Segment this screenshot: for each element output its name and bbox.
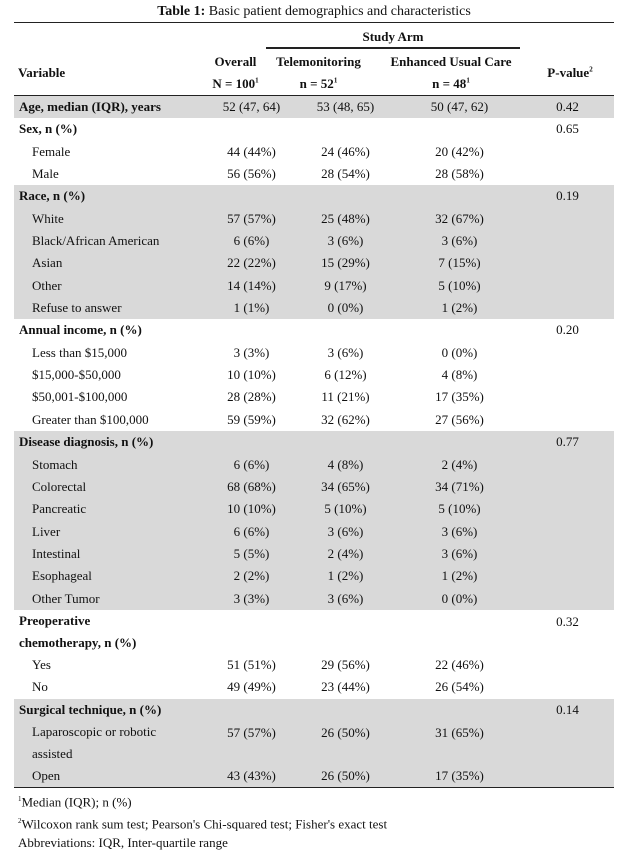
cell-pvalue <box>521 588 614 610</box>
header-telemonitoring-n-text: n = 52 <box>299 76 334 91</box>
row-label-line2: assisted <box>32 745 73 761</box>
header-overall-n-text: N = 100 <box>212 76 256 91</box>
cell-pvalue <box>521 297 614 319</box>
cell-overall: 10 (10%) <box>227 367 276 383</box>
cell-overall: 52 (47, 64) <box>210 96 293 118</box>
row-label: Liver <box>14 521 210 543</box>
cell-overall: 68 (68%) <box>210 476 293 498</box>
cell-enhanced: 26 (54%) <box>435 679 484 695</box>
row-label: Race, n (%) <box>14 185 210 207</box>
cell-telemonitoring <box>293 431 398 453</box>
cell-enhanced: 5 (10%) <box>398 275 521 297</box>
cell-pvalue <box>521 454 614 476</box>
cell-enhanced: 3 (6%) <box>398 521 521 543</box>
cell-telemonitoring: 3 (6%) <box>293 230 398 252</box>
data-table <box>14 96 614 787</box>
cell-overall: 57 (57%) <box>210 208 293 230</box>
cell-telemonitoring <box>293 118 398 140</box>
cell-pvalue <box>521 364 614 386</box>
cell-telemonitoring: 3 (6%) <box>293 588 398 610</box>
cell-telemonitoring: 24 (46%) <box>321 143 370 159</box>
cell-pvalue <box>521 498 614 520</box>
cell-overall <box>210 319 293 341</box>
header-enhanced-n-sup: 1 <box>466 76 470 85</box>
cell-pvalue: 0.20 <box>556 322 579 338</box>
header-pvalue-sup: 2 <box>589 65 593 74</box>
cell-enhanced: 3 (6%) <box>398 230 521 252</box>
cell-enhanced <box>398 319 521 341</box>
table-row <box>14 185 614 207</box>
cell-overall: 14 (14%) <box>210 275 293 297</box>
cell-pvalue <box>521 765 614 787</box>
cell-overall: 2 (2%) <box>210 565 293 587</box>
table-row <box>14 699 614 721</box>
row-label: Annual income, n (%) <box>19 322 142 338</box>
header-enhanced-n <box>378 76 524 92</box>
table-row <box>14 252 614 274</box>
row-label: Disease diagnosis, n (%) <box>14 431 210 453</box>
table-footnotes <box>18 788 387 854</box>
table-row <box>14 208 614 230</box>
table-row <box>14 543 614 565</box>
cell-pvalue <box>521 141 614 163</box>
cell-telemonitoring <box>293 699 398 721</box>
row-label: Other Tumor <box>14 588 210 610</box>
table-row <box>14 765 614 787</box>
header-overall: Overall <box>214 54 257 69</box>
header-pvalue <box>529 65 611 81</box>
cell-pvalue: 0.19 <box>521 185 614 207</box>
cell-enhanced: 0 (0%) <box>398 588 521 610</box>
table-row <box>14 476 614 498</box>
row-label: Age, median (IQR), years <box>14 96 210 118</box>
cell-telemonitoring: 3 (6%) <box>293 521 398 543</box>
cell-enhanced: 34 (71%) <box>398 476 521 498</box>
cell-telemonitoring: 53 (48, 65) <box>293 96 398 118</box>
table-row <box>14 654 614 676</box>
footnote-text: Abbreviations: IQR, Inter-quartile range <box>18 835 228 850</box>
cell-pvalue <box>521 386 614 408</box>
row-label: Refuse to answer <box>14 297 210 319</box>
row-label: Intestinal <box>14 543 210 565</box>
row-label: Colorectal <box>14 476 210 498</box>
row-label: Greater than $100,000 <box>32 411 149 427</box>
header-telemonitoring-n-sup: 1 <box>333 76 338 85</box>
row-label: No <box>32 679 48 695</box>
cell-telemonitoring: 32 (62%) <box>321 411 370 427</box>
table-row <box>14 676 614 698</box>
table-row <box>14 409 614 431</box>
cell-overall <box>210 118 293 140</box>
cell-telemonitoring <box>293 185 398 207</box>
table-row <box>14 498 614 520</box>
cell-overall: 6 (6%) <box>210 454 293 476</box>
header-telemonitoring: Telemonitoring <box>276 54 361 69</box>
row-label: Other <box>14 275 210 297</box>
cell-telemonitoring: 28 (54%) <box>321 166 370 182</box>
row-label: Black/African American <box>14 230 210 252</box>
header-enhanced-n-text: n = 48 <box>432 76 467 91</box>
table-row <box>14 275 614 297</box>
cell-telemonitoring: 23 (44%) <box>321 679 370 695</box>
table-row <box>14 721 614 765</box>
cell-enhanced: 7 (15%) <box>398 252 521 274</box>
cell-telemonitoring: 25 (48%) <box>293 208 398 230</box>
cell-enhanced <box>398 185 521 207</box>
header-overall-n-sup: 1 <box>255 76 259 85</box>
cell-pvalue <box>521 163 614 185</box>
table-title-label: Table 1: <box>157 4 206 19</box>
cell-enhanced: 22 (46%) <box>435 656 484 672</box>
footnote-text: Wilcoxon rank sum test; Pearson's Chi-squared test; Fisher's exact test <box>21 816 388 832</box>
cell-pvalue <box>521 252 614 274</box>
table-title <box>0 4 628 20</box>
table-row <box>14 386 614 408</box>
row-label: Pancreatic <box>14 498 210 520</box>
cell-telemonitoring: 4 (8%) <box>293 454 398 476</box>
cell-overall: 6 (6%) <box>210 521 293 543</box>
cell-enhanced: 17 (35%) <box>435 389 484 405</box>
cell-enhanced: 2 (4%) <box>398 454 521 476</box>
table-row <box>14 610 614 654</box>
cell-pvalue <box>521 521 614 543</box>
cell-enhanced: 1 (2%) <box>398 565 521 587</box>
cell-overall: 56 (56%) <box>227 166 276 182</box>
row-label: Male <box>32 166 59 182</box>
cell-telemonitoring: 15 (29%) <box>293 252 398 274</box>
table-row <box>14 431 614 453</box>
table-row <box>14 454 614 476</box>
cell-pvalue <box>521 676 614 698</box>
cell-pvalue <box>521 342 614 364</box>
table-row <box>14 342 614 364</box>
cell-telemonitoring: 6 (12%) <box>324 367 367 383</box>
row-label: Yes <box>32 656 51 672</box>
table-row <box>14 565 614 587</box>
cell-overall: 1 (1%) <box>210 297 293 319</box>
cell-telemonitoring: 9 (17%) <box>293 275 398 297</box>
table-row <box>14 319 614 341</box>
cell-enhanced: 28 (58%) <box>435 166 484 182</box>
cell-pvalue <box>521 565 614 587</box>
cell-overall: 59 (59%) <box>227 411 276 427</box>
cell-overall: 57 (57%) <box>210 721 293 765</box>
table-row <box>14 96 614 118</box>
table-row <box>14 141 614 163</box>
cell-enhanced <box>398 610 521 654</box>
row-label: $50,001-$100,000 <box>32 389 128 405</box>
cell-telemonitoring <box>293 319 398 341</box>
row-label: $15,000-$50,000 <box>32 367 121 383</box>
table-row <box>14 521 614 543</box>
header-telemonitoring-n <box>266 76 371 92</box>
cell-pvalue <box>521 543 614 565</box>
cell-overall: 22 (22%) <box>210 252 293 274</box>
footnote-text: Median (IQR); n (%) <box>21 794 132 810</box>
cell-pvalue <box>521 721 614 765</box>
cell-enhanced: 5 (10%) <box>398 498 521 520</box>
cell-enhanced: 27 (56%) <box>435 411 484 427</box>
cell-pvalue: 0.65 <box>556 121 579 137</box>
table-header <box>14 22 614 97</box>
cell-telemonitoring: 3 (6%) <box>327 344 364 360</box>
cell-telemonitoring: 34 (65%) <box>293 476 398 498</box>
cell-pvalue <box>521 208 614 230</box>
cell-telemonitoring: 11 (21%) <box>321 389 370 405</box>
footnote <box>18 832 387 854</box>
row-label-line1: Preoperative <box>19 612 91 628</box>
cell-overall: 3 (3%) <box>233 344 270 360</box>
cell-pvalue <box>521 476 614 498</box>
row-label: Less than $15,000 <box>32 344 127 360</box>
study-arm-rule <box>266 47 520 49</box>
footnote <box>18 788 387 810</box>
table-row <box>14 163 614 185</box>
row-label <box>14 721 210 765</box>
cell-enhanced <box>398 699 521 721</box>
header-variable: Variable <box>18 65 66 80</box>
cell-overall: 44 (44%) <box>227 143 276 159</box>
cell-telemonitoring: 5 (10%) <box>293 498 398 520</box>
cell-overall: 10 (10%) <box>210 498 293 520</box>
row-label: Stomach <box>14 454 210 476</box>
cell-overall: 28 (28%) <box>227 389 276 405</box>
cell-enhanced <box>398 118 521 140</box>
cell-overall: 49 (49%) <box>227 679 276 695</box>
cell-telemonitoring <box>293 610 398 654</box>
table-row <box>14 118 614 140</box>
table-title-text: Basic patient demographics and characteristics <box>205 4 471 19</box>
cell-pvalue <box>521 275 614 297</box>
cell-enhanced: 1 (2%) <box>398 297 521 319</box>
cell-pvalue <box>521 409 614 431</box>
cell-telemonitoring: 26 (50%) <box>293 721 398 765</box>
row-label <box>14 610 210 654</box>
row-label: Esophageal <box>14 565 210 587</box>
header-pvalue-text: P-value <box>547 65 590 80</box>
cell-telemonitoring: 29 (56%) <box>321 656 370 672</box>
cell-overall <box>210 699 293 721</box>
cell-overall: 6 (6%) <box>210 230 293 252</box>
cell-enhanced <box>398 431 521 453</box>
header-enhanced: Enhanced Usual Care <box>390 54 512 69</box>
cell-telemonitoring: 1 (2%) <box>293 565 398 587</box>
table-row <box>14 230 614 252</box>
cell-enhanced: 3 (6%) <box>398 543 521 565</box>
cell-overall <box>210 610 293 654</box>
row-label: Surgical technique, n (%) <box>14 699 210 721</box>
footnote-marker: 1 <box>18 795 22 803</box>
cell-telemonitoring: 26 (50%) <box>293 765 398 787</box>
row-label: Open <box>14 765 210 787</box>
cell-enhanced: 20 (42%) <box>435 143 484 159</box>
header-overall-n <box>194 76 277 92</box>
cell-telemonitoring: 0 (0%) <box>293 297 398 319</box>
row-label: Asian <box>14 252 210 274</box>
cell-pvalue: 0.77 <box>521 431 614 453</box>
cell-overall: 51 (51%) <box>227 656 276 672</box>
cell-pvalue <box>521 654 614 676</box>
cell-enhanced: 0 (0%) <box>441 344 478 360</box>
cell-telemonitoring: 2 (4%) <box>293 543 398 565</box>
table-row <box>14 297 614 319</box>
cell-enhanced: 32 (67%) <box>398 208 521 230</box>
row-label-line2: chemotherapy, n (%) <box>19 634 137 650</box>
cell-overall <box>210 185 293 207</box>
table-row <box>14 364 614 386</box>
footnote-marker: 2 <box>18 817 22 825</box>
cell-overall: 3 (3%) <box>210 588 293 610</box>
header-study-arm: Study Arm <box>362 29 424 44</box>
row-label: Female <box>32 143 71 159</box>
row-label: White <box>14 208 210 230</box>
cell-pvalue <box>521 230 614 252</box>
cell-pvalue: 0.32 <box>556 613 579 629</box>
cell-enhanced: 17 (35%) <box>398 765 521 787</box>
row-label: Sex, n (%) <box>19 121 78 137</box>
cell-enhanced: 4 (8%) <box>441 367 478 383</box>
row-label-line1: Laparoscopic or robotic <box>32 723 157 739</box>
cell-enhanced: 31 (65%) <box>398 721 521 765</box>
footnote <box>18 810 387 832</box>
cell-enhanced: 50 (47, 62) <box>398 96 521 118</box>
cell-overall: 43 (43%) <box>210 765 293 787</box>
cell-pvalue: 0.14 <box>521 699 614 721</box>
cell-overall <box>210 431 293 453</box>
table-row <box>14 588 614 610</box>
cell-overall: 5 (5%) <box>210 543 293 565</box>
cell-pvalue: 0.42 <box>521 96 614 118</box>
